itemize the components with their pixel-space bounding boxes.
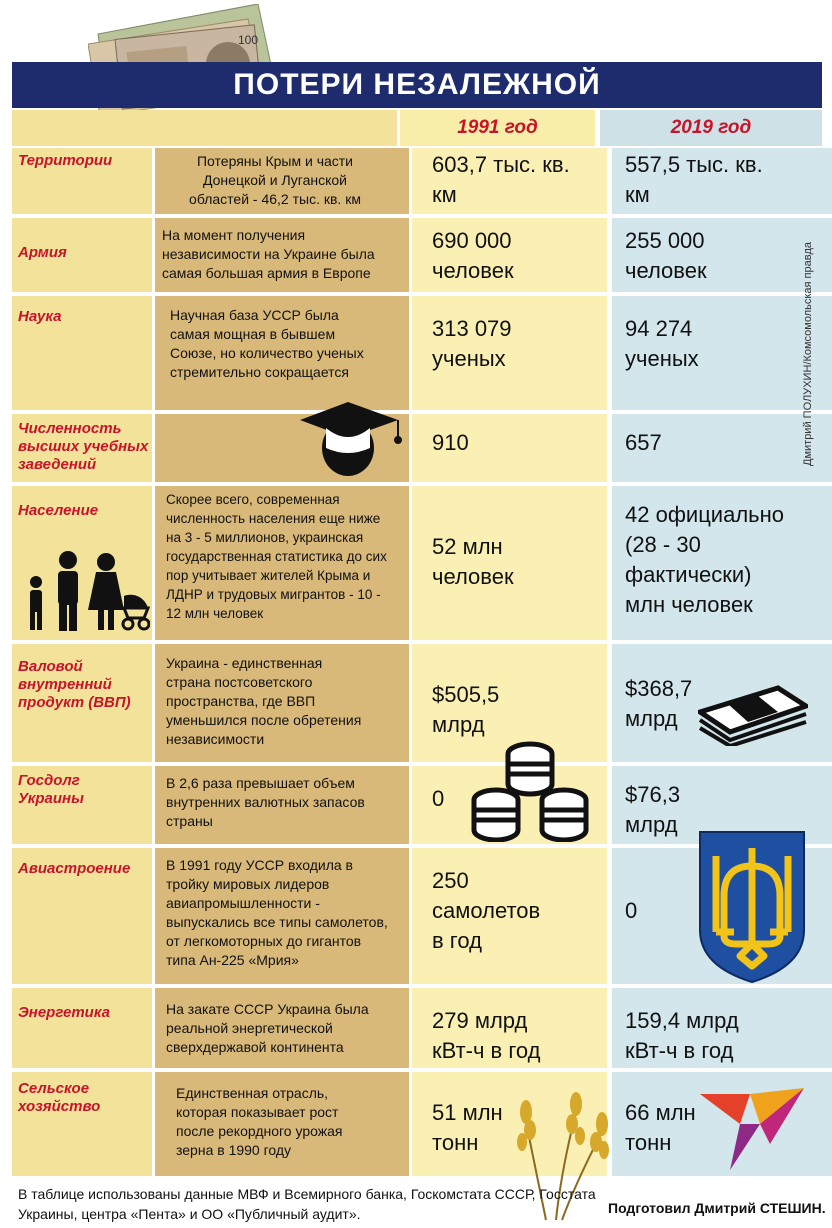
row-description: Научная база УССР была самая мощная в бывшем Союзе, но количество ученых стремительно сокращается: [170, 307, 364, 380]
money-stack-icon: [698, 684, 808, 746]
value-2019: $76,3 млрд: [625, 782, 681, 837]
row-description: На закате СССР Украина была реальной энергетической сверхдержавой континента: [166, 1001, 369, 1055]
graduation-cap-icon: [298, 398, 408, 480]
value-1991: 690 000 человек: [432, 228, 514, 283]
row-description: Скорее всего, современная численность населения еще ниже на 3 - 5 миллионов, украинская государственная статистика до сих пор учитывает жителей Крыма и ЛДНР и трудовых мигрантов - 10 - 12 млн человек: [166, 492, 387, 621]
title-bar: [12, 62, 822, 108]
coins-icon: [470, 738, 590, 842]
value-1991: $505,5 млрд: [432, 682, 500, 737]
value-2019: 66 млн тонн: [625, 1100, 696, 1155]
row-description: Единственная отрасль, которая показывает рост после рекордного урожая зерна в 1990 году: [176, 1085, 343, 1158]
row-description: В 1991 году УССР входила в тройку мировых лидеров авиапромышленности - выпускались все типы самолетов, от легкомоторных до гигантов типа Ан-225 «Мрия»: [166, 857, 388, 968]
value-1991: 313 079 ученых: [432, 316, 512, 371]
header-left-blank: [12, 110, 397, 146]
value-1991: 51 млн тонн: [432, 1100, 503, 1155]
value-1991: 603,7 тыс. кв. км: [432, 152, 570, 207]
column-header-2019: 2019 год: [600, 110, 822, 146]
source-note: В таблице использованы данные МВФ и Всемирного банка, Госкомстата СССР, Госстата Украины, центра «Пента» и ОО «Публичный аудит».: [18, 1186, 596, 1222]
value-2019: 159,4 млрд кВт-ч в год: [625, 1008, 739, 1063]
family-icon: [18, 548, 150, 632]
category-label: Численность высших учебных заведений: [18, 420, 149, 473]
row-description: Потеряны Крым и части Донецкой и Луганской областей - 46,2 тыс. кв. км: [189, 153, 361, 207]
banknote-denomination: 100: [238, 33, 259, 47]
value-2019: 557,5 тыс. кв. км: [625, 152, 763, 207]
category-label: Госдолг Украины: [18, 772, 84, 807]
category-label: Валовой внутренний продукт (ВВП): [18, 658, 131, 711]
value-1991: 250 самолетов в год: [432, 868, 541, 953]
value-2019: 94 274 ученых: [625, 316, 699, 371]
row-description: На момент получения независимости на Украине была самая большая армия в Европе: [162, 227, 375, 281]
author-credit: Подготовил Дмитрий СТЕШИН.: [608, 1200, 826, 1216]
category-label: Энергетика: [18, 1004, 110, 1021]
value-1991: 52 млн человек: [432, 534, 514, 589]
category-label: Население: [18, 502, 99, 519]
value-1991: 0: [432, 786, 445, 811]
column-header-1991: 1991 год: [400, 110, 595, 146]
photo-credit: [798, 242, 818, 470]
category-label: Наука: [18, 308, 62, 325]
value-2019: $368,7 млрд: [625, 676, 693, 731]
photo-credit-text: Дмитрий ПОЛУХИН/Комсомольская правда: [802, 242, 814, 466]
value-1991: 910: [432, 430, 469, 455]
row-description: Украина - единственная страна постсоветского пространства, где ВВП уменьшился после обретения независимости: [166, 655, 362, 747]
value-2019: 255 000 человек: [625, 228, 707, 283]
category-label: Территории: [18, 152, 113, 169]
category-label: Сельское хозяйство: [18, 1080, 101, 1115]
value-1991: 279 млрд кВт-ч в год: [432, 1008, 541, 1063]
row-description: В 2,6 раза превышает объем внутренних валютных запасов страны: [166, 775, 365, 829]
coat-of-arms-icon: [694, 826, 810, 986]
kp-logo-icon: [700, 1084, 806, 1172]
value-2019: 0: [625, 898, 638, 923]
value-2019: 657: [625, 430, 662, 455]
page-title: ПОТЕРИ НЕЗАЛЕЖНОЙ: [233, 68, 601, 101]
category-label: Армия: [18, 244, 67, 261]
category-label: Авиастроение: [18, 860, 131, 877]
value-2019: 42 официально (28 - 30 фактически) млн человек: [625, 502, 785, 617]
category-cell: [12, 988, 152, 1068]
